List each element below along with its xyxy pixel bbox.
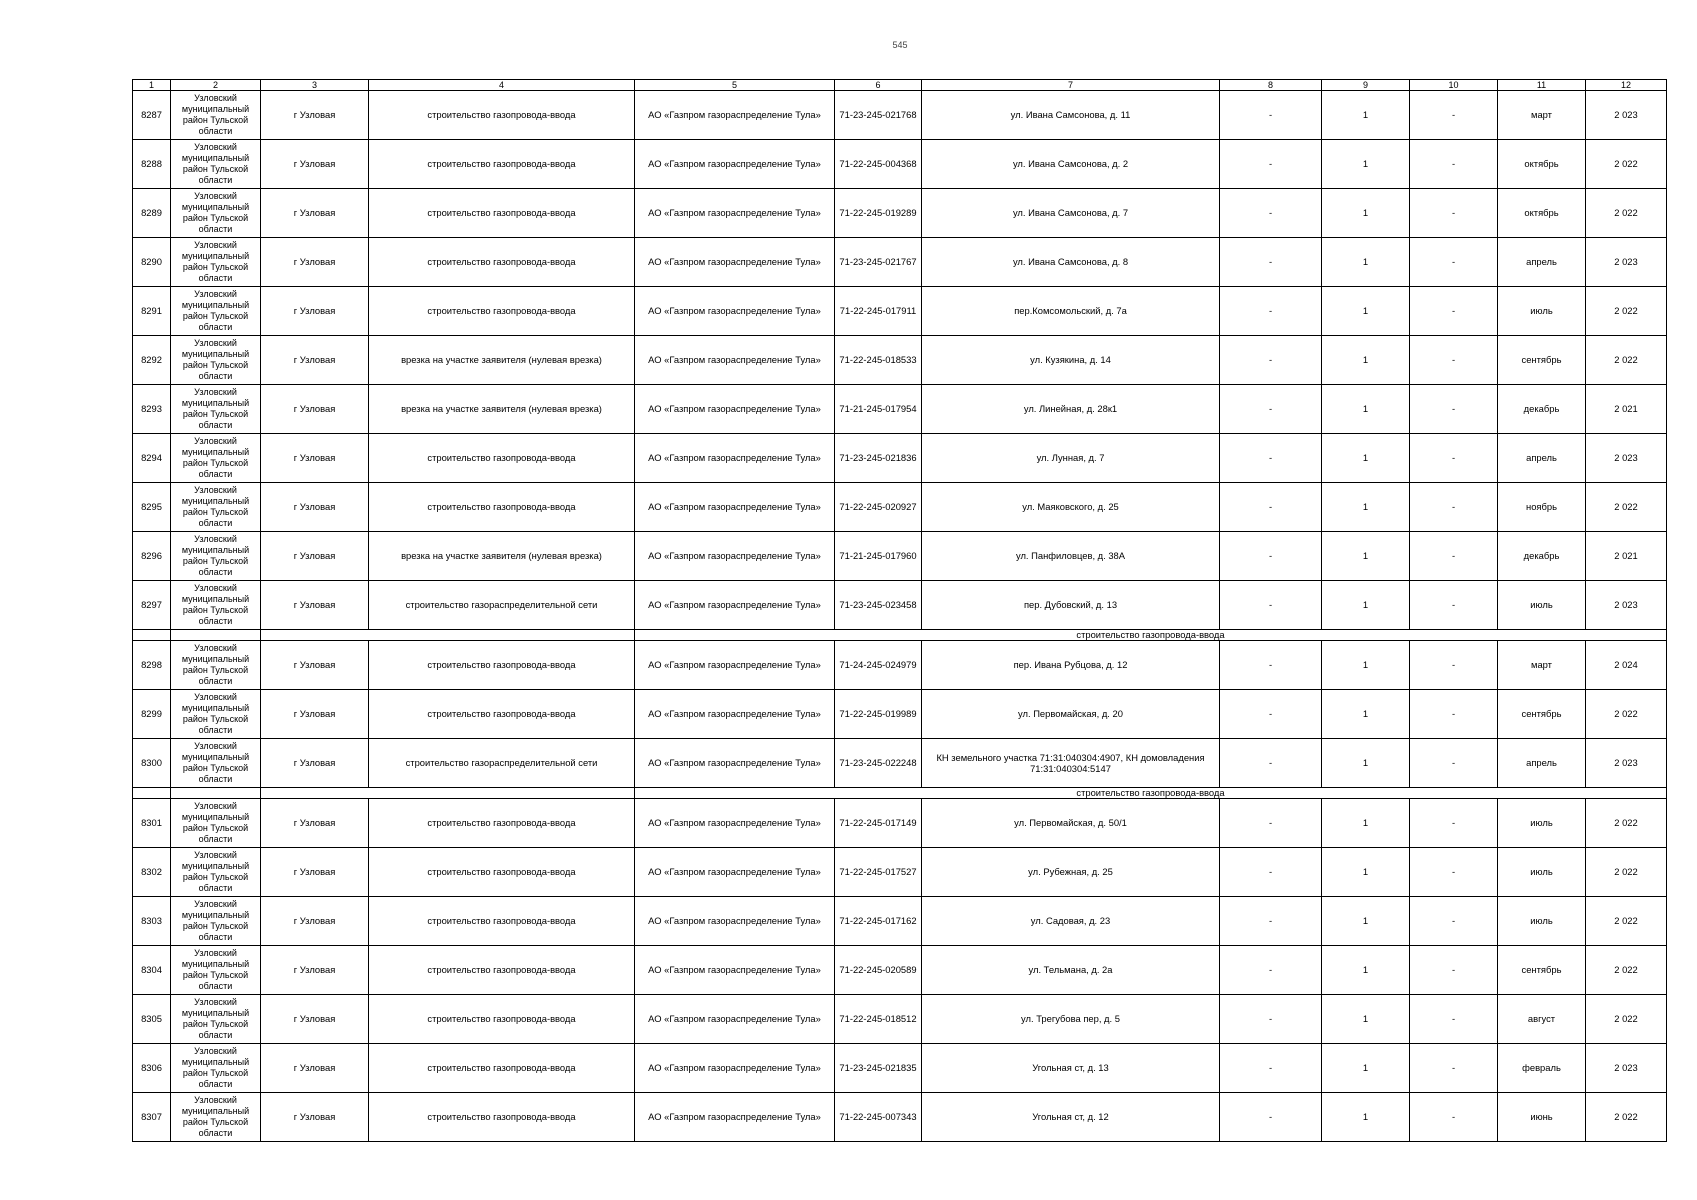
work-type-cell: строительство газопровода-ввода (369, 189, 635, 238)
row-number: 8291 (133, 287, 171, 336)
column-10-cell: - (1410, 641, 1498, 690)
column-8-cell: - (1220, 799, 1322, 848)
address-cell: ул. Маяковского, д. 25 (922, 483, 1220, 532)
month-cell: июль (1498, 287, 1586, 336)
separator-empty-cell (261, 630, 635, 641)
year-cell: 2 022 (1586, 690, 1667, 739)
column-8-cell: - (1220, 1093, 1322, 1142)
row-number: 8301 (133, 799, 171, 848)
separator-empty-cell (171, 630, 261, 641)
work-type-cell: строительство газопровода-ввода (369, 287, 635, 336)
city-cell: г Узловая (261, 385, 369, 434)
row-number: 8292 (133, 336, 171, 385)
column-9-cell: 1 (1322, 799, 1410, 848)
column-8-cell: - (1220, 483, 1322, 532)
separator-label: строительство газопровода-ввода (635, 630, 1667, 641)
application-code-cell: 71-21-245-017954 (835, 385, 922, 434)
application-code-cell: 71-22-245-004368 (835, 140, 922, 189)
organization-cell: АО «Газпром газораспределение Тула» (635, 385, 835, 434)
column-9-cell: 1 (1322, 581, 1410, 630)
column-8-cell: - (1220, 238, 1322, 287)
district-cell: Узловский муниципальный район Тульской области (171, 641, 261, 690)
city-cell: г Узловая (261, 946, 369, 995)
application-code-cell: 71-23-245-021767 (835, 238, 922, 287)
district-cell: Узловский муниципальный район Тульской области (171, 189, 261, 238)
column-number-row (133, 80, 1667, 91)
column-header: 9 (1322, 80, 1410, 91)
organization-cell: АО «Газпром газораспределение Тула» (635, 739, 835, 788)
column-9-cell: 1 (1322, 946, 1410, 995)
column-9-cell: 1 (1322, 385, 1410, 434)
row-number: 8289 (133, 189, 171, 238)
organization-cell: АО «Газпром газораспределение Тула» (635, 189, 835, 238)
city-cell: г Узловая (261, 287, 369, 336)
year-cell: 2 023 (1586, 581, 1667, 630)
work-type-cell: врезка на участке заявителя (нулевая врезка) (369, 532, 635, 581)
table-row (133, 287, 1667, 336)
column-header: 6 (835, 80, 922, 91)
month-cell: сентябрь (1498, 336, 1586, 385)
month-cell: сентябрь (1498, 690, 1586, 739)
district-cell: Узловский муниципальный район Тульской области (171, 897, 261, 946)
year-cell: 2 024 (1586, 641, 1667, 690)
year-cell: 2 023 (1586, 1044, 1667, 1093)
district-cell: Узловский муниципальный район Тульской области (171, 91, 261, 140)
year-cell: 2 022 (1586, 483, 1667, 532)
organization-cell: АО «Газпром газораспределение Тула» (635, 581, 835, 630)
address-cell: ул. Ивана Самсонова, д. 7 (922, 189, 1220, 238)
district-cell: Узловский муниципальный район Тульской области (171, 690, 261, 739)
year-cell: 2 023 (1586, 739, 1667, 788)
organization-cell: АО «Газпром газораспределение Тула» (635, 897, 835, 946)
city-cell: г Узловая (261, 641, 369, 690)
work-type-cell: строительство газопровода-ввода (369, 91, 635, 140)
work-type-cell: строительство газораспределительной сети (369, 581, 635, 630)
district-cell: Узловский муниципальный район Тульской области (171, 946, 261, 995)
column-8-cell: - (1220, 581, 1322, 630)
row-number: 8303 (133, 897, 171, 946)
column-header: 2 (171, 80, 261, 91)
column-8-cell: - (1220, 287, 1322, 336)
city-cell: г Узловая (261, 483, 369, 532)
address-cell: КН земельного участка 71:31:040304:4907, КН домовладения 71:31:040304:5147 (922, 739, 1220, 788)
column-9-cell: 1 (1322, 140, 1410, 189)
address-cell: ул. Линейная, д. 28к1 (922, 385, 1220, 434)
work-type-cell: строительство газопровода-ввода (369, 897, 635, 946)
table-row (133, 995, 1667, 1044)
table-row (133, 238, 1667, 287)
column-9-cell: 1 (1322, 532, 1410, 581)
row-number: 8299 (133, 690, 171, 739)
month-cell: июль (1498, 581, 1586, 630)
column-10-cell: - (1410, 739, 1498, 788)
district-cell: Узловский муниципальный район Тульской области (171, 385, 261, 434)
district-cell: Узловский муниципальный район Тульской области (171, 799, 261, 848)
city-cell: г Узловая (261, 434, 369, 483)
address-cell: пер.Комсомольский, д. 7а (922, 287, 1220, 336)
table-row (133, 581, 1667, 630)
month-cell: июль (1498, 848, 1586, 897)
row-number: 8297 (133, 581, 171, 630)
organization-cell: АО «Газпром газораспределение Тула» (635, 1044, 835, 1093)
application-code-cell: 71-22-245-020927 (835, 483, 922, 532)
row-number: 8298 (133, 641, 171, 690)
district-cell: Узловский муниципальный район Тульской области (171, 739, 261, 788)
address-cell: Угольная ст, д. 12 (922, 1093, 1220, 1142)
address-cell: ул. Первомайская, д. 20 (922, 690, 1220, 739)
column-9-cell: 1 (1322, 641, 1410, 690)
address-cell: ул. Панфиловцев, д. 38А (922, 532, 1220, 581)
application-code-cell: 71-22-245-017911 (835, 287, 922, 336)
column-10-cell: - (1410, 336, 1498, 385)
month-cell: апрель (1498, 739, 1586, 788)
page-number: 545 (892, 40, 908, 50)
district-cell: Узловский муниципальный район Тульской области (171, 140, 261, 189)
row-number: 8295 (133, 483, 171, 532)
column-8-cell: - (1220, 690, 1322, 739)
table-row (133, 189, 1667, 238)
month-cell: октябрь (1498, 189, 1586, 238)
column-9-cell: 1 (1322, 189, 1410, 238)
table-row (133, 739, 1667, 788)
column-header: 3 (261, 80, 369, 91)
separator-empty-cell (133, 788, 171, 799)
district-cell: Узловский муниципальный район Тульской области (171, 581, 261, 630)
section-separator-row (133, 630, 1667, 641)
row-number: 8287 (133, 91, 171, 140)
table-row (133, 336, 1667, 385)
organization-cell: АО «Газпром газораспределение Тула» (635, 848, 835, 897)
year-cell: 2 022 (1586, 336, 1667, 385)
year-cell: 2 022 (1586, 946, 1667, 995)
address-cell: пер. Дубовский, д. 13 (922, 581, 1220, 630)
table-row (133, 946, 1667, 995)
row-number: 8305 (133, 995, 171, 1044)
city-cell: г Узловая (261, 189, 369, 238)
column-9-cell: 1 (1322, 287, 1410, 336)
column-10-cell: - (1410, 434, 1498, 483)
application-code-cell: 71-23-245-021835 (835, 1044, 922, 1093)
address-cell: ул. Ивана Самсонова, д. 2 (922, 140, 1220, 189)
work-type-cell: строительство газопровода-ввода (369, 140, 635, 189)
table-row (133, 1044, 1667, 1093)
column-8-cell: - (1220, 848, 1322, 897)
column-10-cell: - (1410, 532, 1498, 581)
column-header: 4 (369, 80, 635, 91)
column-8-cell: - (1220, 532, 1322, 581)
city-cell: г Узловая (261, 897, 369, 946)
month-cell: октябрь (1498, 140, 1586, 189)
month-cell: июль (1498, 897, 1586, 946)
column-header: 12 (1586, 80, 1667, 91)
district-cell: Узловский муниципальный район Тульской области (171, 995, 261, 1044)
row-number: 8304 (133, 946, 171, 995)
column-9-cell: 1 (1322, 336, 1410, 385)
year-cell: 2 023 (1586, 91, 1667, 140)
work-type-cell: строительство газораспределительной сети (369, 739, 635, 788)
column-10-cell: - (1410, 385, 1498, 434)
row-number: 8294 (133, 434, 171, 483)
column-header: 5 (635, 80, 835, 91)
district-cell: Узловский муниципальный район Тульской области (171, 336, 261, 385)
column-9-cell: 1 (1322, 739, 1410, 788)
city-cell: г Узловая (261, 238, 369, 287)
column-10-cell: - (1410, 690, 1498, 739)
district-cell: Узловский муниципальный район Тульской области (171, 848, 261, 897)
year-cell: 2 022 (1586, 189, 1667, 238)
district-cell: Узловский муниципальный район Тульской области (171, 238, 261, 287)
address-cell: ул. Лунная, д. 7 (922, 434, 1220, 483)
month-cell: март (1498, 91, 1586, 140)
column-8-cell: - (1220, 995, 1322, 1044)
column-8-cell: - (1220, 91, 1322, 140)
application-code-cell: 71-22-245-020589 (835, 946, 922, 995)
application-code-cell: 71-22-245-019989 (835, 690, 922, 739)
separator-empty-cell (261, 788, 635, 799)
application-code-cell: 71-22-245-017527 (835, 848, 922, 897)
row-number: 8293 (133, 385, 171, 434)
city-cell: г Узловая (261, 140, 369, 189)
city-cell: г Узловая (261, 995, 369, 1044)
address-cell: ул. Трегубова пер, д. 5 (922, 995, 1220, 1044)
address-cell: ул. Рубежная, д. 25 (922, 848, 1220, 897)
column-8-cell: - (1220, 140, 1322, 189)
column-9-cell: 1 (1322, 91, 1410, 140)
organization-cell: АО «Газпром газораспределение Тула» (635, 287, 835, 336)
work-type-cell: строительство газопровода-ввода (369, 946, 635, 995)
column-9-cell: 1 (1322, 897, 1410, 946)
separator-label: строительство газопровода-ввода (635, 788, 1667, 799)
work-type-cell: строительство газопровода-ввода (369, 483, 635, 532)
column-10-cell: - (1410, 1093, 1498, 1142)
register-table (132, 79, 1667, 1142)
row-number: 8290 (133, 238, 171, 287)
row-number: 8296 (133, 532, 171, 581)
application-code-cell: 71-24-245-024979 (835, 641, 922, 690)
year-cell: 2 022 (1586, 995, 1667, 1044)
table-row (133, 897, 1667, 946)
year-cell: 2 022 (1586, 140, 1667, 189)
city-cell: г Узловая (261, 690, 369, 739)
month-cell: август (1498, 995, 1586, 1044)
month-cell: декабрь (1498, 385, 1586, 434)
year-cell: 2 023 (1586, 238, 1667, 287)
table-body (133, 91, 1667, 1142)
year-cell: 2 022 (1586, 287, 1667, 336)
organization-cell: АО «Газпром газораспределение Тула» (635, 91, 835, 140)
row-number: 8307 (133, 1093, 171, 1142)
organization-cell: АО «Газпром газораспределение Тула» (635, 1093, 835, 1142)
year-cell: 2 022 (1586, 897, 1667, 946)
column-8-cell: - (1220, 434, 1322, 483)
organization-cell: АО «Газпром газораспределение Тула» (635, 532, 835, 581)
district-cell: Узловский муниципальный район Тульской области (171, 532, 261, 581)
table-row (133, 532, 1667, 581)
district-cell: Узловский муниципальный район Тульской области (171, 1044, 261, 1093)
organization-cell: АО «Газпром газораспределение Тула» (635, 799, 835, 848)
table-row (133, 140, 1667, 189)
month-cell: февраль (1498, 1044, 1586, 1093)
work-type-cell: строительство газопровода-ввода (369, 1093, 635, 1142)
column-9-cell: 1 (1322, 848, 1410, 897)
address-cell: пер. Ивана Рубцова, д. 12 (922, 641, 1220, 690)
table-row (133, 91, 1667, 140)
city-cell: г Узловая (261, 739, 369, 788)
year-cell: 2 022 (1586, 848, 1667, 897)
address-cell: Угольная ст, д. 13 (922, 1044, 1220, 1093)
application-code-cell: 71-23-245-021836 (835, 434, 922, 483)
column-8-cell: - (1220, 739, 1322, 788)
work-type-cell: строительство газопровода-ввода (369, 641, 635, 690)
application-code-cell: 71-22-245-007343 (835, 1093, 922, 1142)
application-code-cell: 71-23-245-022248 (835, 739, 922, 788)
column-10-cell: - (1410, 483, 1498, 532)
month-cell: март (1498, 641, 1586, 690)
year-cell: 2 022 (1586, 1093, 1667, 1142)
address-cell: ул. Первомайская, д. 50/1 (922, 799, 1220, 848)
column-8-cell: - (1220, 897, 1322, 946)
column-header: 8 (1220, 80, 1322, 91)
column-8-cell: - (1220, 385, 1322, 434)
column-9-cell: 1 (1322, 995, 1410, 1044)
column-8-cell: - (1220, 189, 1322, 238)
year-cell: 2 021 (1586, 532, 1667, 581)
column-9-cell: 1 (1322, 1044, 1410, 1093)
column-9-cell: 1 (1322, 690, 1410, 739)
work-type-cell: врезка на участке заявителя (нулевая врезка) (369, 385, 635, 434)
application-code-cell: 71-22-245-017149 (835, 799, 922, 848)
column-header: 10 (1410, 80, 1498, 91)
column-10-cell: - (1410, 189, 1498, 238)
organization-cell: АО «Газпром газораспределение Тула» (635, 483, 835, 532)
column-10-cell: - (1410, 287, 1498, 336)
work-type-cell: строительство газопровода-ввода (369, 848, 635, 897)
separator-empty-cell (171, 788, 261, 799)
table-row (133, 434, 1667, 483)
organization-cell: АО «Газпром газораспределение Тула» (635, 995, 835, 1044)
table-row (133, 385, 1667, 434)
city-cell: г Узловая (261, 1044, 369, 1093)
column-9-cell: 1 (1322, 238, 1410, 287)
month-cell: ноябрь (1498, 483, 1586, 532)
column-9-cell: 1 (1322, 483, 1410, 532)
month-cell: июнь (1498, 1093, 1586, 1142)
work-type-cell: строительство газопровода-ввода (369, 1044, 635, 1093)
table-row (133, 641, 1667, 690)
organization-cell: АО «Газпром газораспределение Тула» (635, 641, 835, 690)
table-row (133, 1093, 1667, 1142)
application-code-cell: 71-22-245-018533 (835, 336, 922, 385)
month-cell: июль (1498, 799, 1586, 848)
organization-cell: АО «Газпром газораспределение Тула» (635, 946, 835, 995)
district-cell: Узловский муниципальный район Тульской области (171, 287, 261, 336)
application-code-cell: 71-23-245-023458 (835, 581, 922, 630)
district-cell: Узловский муниципальный район Тульской области (171, 1093, 261, 1142)
month-cell: апрель (1498, 238, 1586, 287)
address-cell: ул. Ивана Самсонова, д. 8 (922, 238, 1220, 287)
column-10-cell: - (1410, 995, 1498, 1044)
column-10-cell: - (1410, 897, 1498, 946)
organization-cell: АО «Газпром газораспределение Тула» (635, 336, 835, 385)
city-cell: г Узловая (261, 336, 369, 385)
column-10-cell: - (1410, 1044, 1498, 1093)
application-code-cell: 71-22-245-018512 (835, 995, 922, 1044)
work-type-cell: строительство газопровода-ввода (369, 690, 635, 739)
column-header: 11 (1498, 80, 1586, 91)
application-code-cell: 71-21-245-017960 (835, 532, 922, 581)
address-cell: ул. Тельмана, д. 2а (922, 946, 1220, 995)
address-cell: ул. Ивана Самсонова, д. 11 (922, 91, 1220, 140)
city-cell: г Узловая (261, 1093, 369, 1142)
city-cell: г Узловая (261, 91, 369, 140)
row-number: 8306 (133, 1044, 171, 1093)
column-header: 1 (133, 80, 171, 91)
column-10-cell: - (1410, 238, 1498, 287)
work-type-cell: строительство газопровода-ввода (369, 434, 635, 483)
address-cell: ул. Садовая, д. 23 (922, 897, 1220, 946)
organization-cell: АО «Газпром газораспределение Тула» (635, 140, 835, 189)
row-number: 8300 (133, 739, 171, 788)
month-cell: сентябрь (1498, 946, 1586, 995)
district-cell: Узловский муниципальный район Тульской области (171, 434, 261, 483)
organization-cell: АО «Газпром газораспределение Тула» (635, 238, 835, 287)
section-separator-row (133, 788, 1667, 799)
table-row (133, 483, 1667, 532)
year-cell: 2 021 (1586, 385, 1667, 434)
city-cell: г Узловая (261, 848, 369, 897)
city-cell: г Узловая (261, 581, 369, 630)
column-10-cell: - (1410, 946, 1498, 995)
row-number: 8302 (133, 848, 171, 897)
work-type-cell: строительство газопровода-ввода (369, 799, 635, 848)
column-10-cell: - (1410, 91, 1498, 140)
row-number: 8288 (133, 140, 171, 189)
column-8-cell: - (1220, 946, 1322, 995)
address-cell: ул. Кузякина, д. 14 (922, 336, 1220, 385)
month-cell: апрель (1498, 434, 1586, 483)
column-9-cell: 1 (1322, 1093, 1410, 1142)
organization-cell: АО «Газпром газораспределение Тула» (635, 690, 835, 739)
year-cell: 2 022 (1586, 799, 1667, 848)
column-header: 7 (922, 80, 1220, 91)
table-row (133, 690, 1667, 739)
work-type-cell: строительство газопровода-ввода (369, 995, 635, 1044)
year-cell: 2 023 (1586, 434, 1667, 483)
month-cell: декабрь (1498, 532, 1586, 581)
column-10-cell: - (1410, 799, 1498, 848)
application-code-cell: 71-22-245-019289 (835, 189, 922, 238)
table-row (133, 848, 1667, 897)
column-8-cell: - (1220, 336, 1322, 385)
city-cell: г Узловая (261, 799, 369, 848)
district-cell: Узловский муниципальный район Тульской области (171, 483, 261, 532)
organization-cell: АО «Газпром газораспределение Тула» (635, 434, 835, 483)
work-type-cell: врезка на участке заявителя (нулевая врезка) (369, 336, 635, 385)
table-row (133, 799, 1667, 848)
column-8-cell: - (1220, 1044, 1322, 1093)
column-9-cell: 1 (1322, 434, 1410, 483)
column-8-cell: - (1220, 641, 1322, 690)
separator-empty-cell (133, 630, 171, 641)
column-10-cell: - (1410, 581, 1498, 630)
city-cell: г Узловая (261, 532, 369, 581)
column-10-cell: - (1410, 848, 1498, 897)
application-code-cell: 71-22-245-017162 (835, 897, 922, 946)
work-type-cell: строительство газопровода-ввода (369, 238, 635, 287)
column-10-cell: - (1410, 140, 1498, 189)
application-code-cell: 71-23-245-021768 (835, 91, 922, 140)
